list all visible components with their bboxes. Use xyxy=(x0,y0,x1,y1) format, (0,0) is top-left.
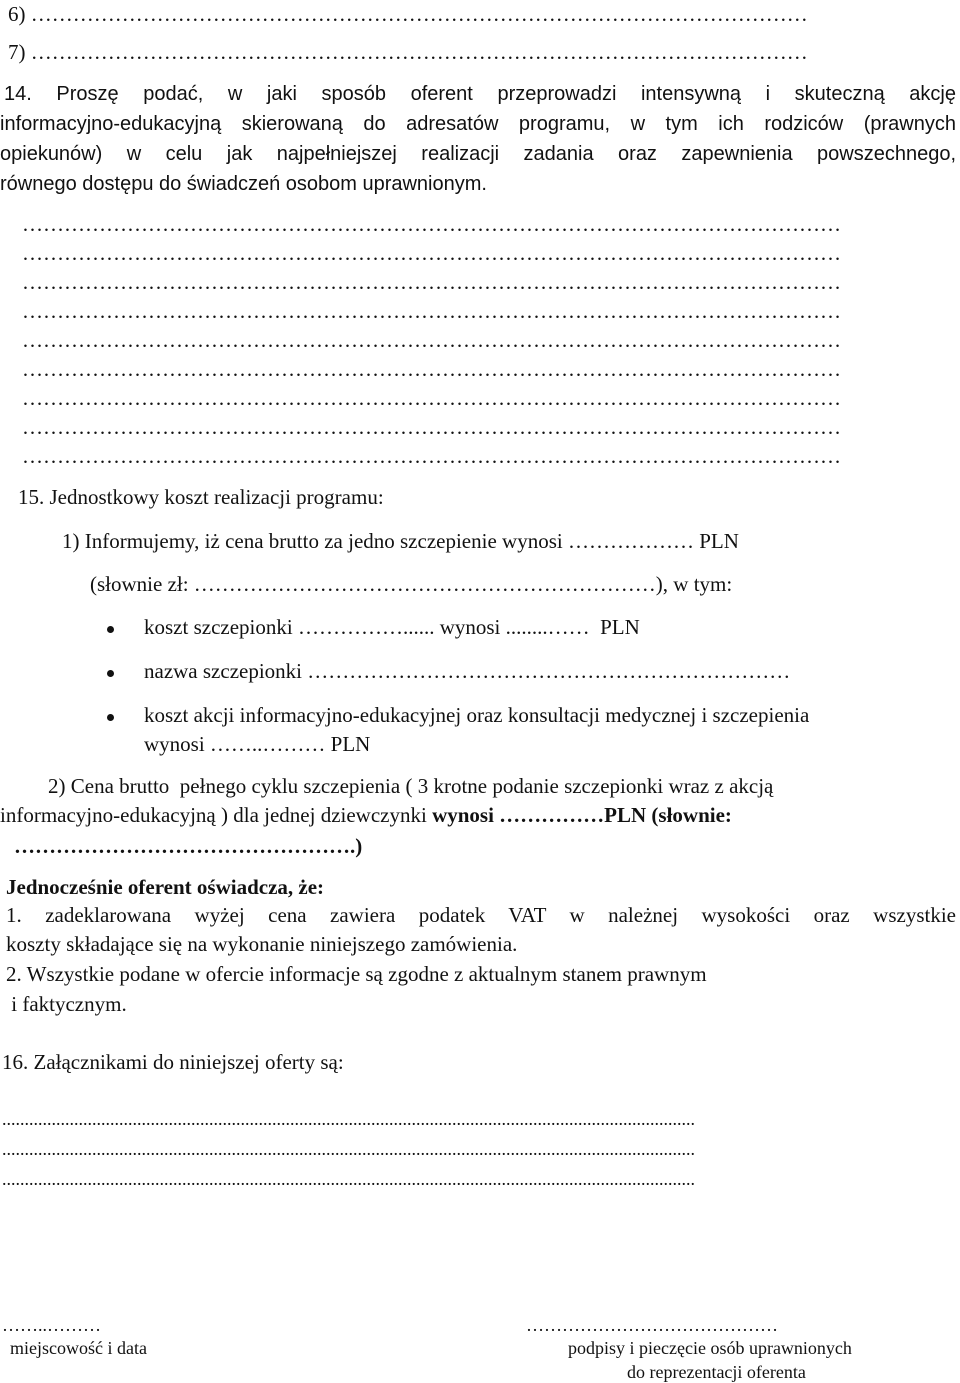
q14-answer-line[interactable]: ……………………………………………………………………………………………………… xyxy=(22,212,841,236)
q14-answer-line[interactable]: ……………………………………………………………………………………………………… xyxy=(22,444,841,468)
q14-answer-line[interactable]: ……………………………………………………………………………………………………… xyxy=(22,357,841,381)
place-date-label: miejscowość i data xyxy=(10,1338,147,1358)
q15-item-2-line-2 xyxy=(0,805,732,826)
q14-answer-line[interactable]: ……………………………………………………………………………………………………… xyxy=(22,241,841,265)
q15-bullet-vaccine-name: nazwa szczepionki …………………………………………………………… xyxy=(144,659,791,683)
declaration-point-1-line-2: koszty składające się na wykonanie niniejszego zamówienia. xyxy=(6,932,518,956)
q15-bullet-vaccine-cost: koszt szczepionki ……………...... wynosi ........…… PLN xyxy=(144,615,640,639)
declaration-point-1-line-1: 1. zadeklarowana wyżej cena zawiera podatek VAT w należnej wysokości oraz wszystkie xyxy=(6,903,956,927)
bullet-icon xyxy=(107,626,114,633)
q15-slownie: (słownie zł: …………………………………………………………), w tym: xyxy=(90,572,733,596)
signature-dots[interactable]: …………………………………… xyxy=(526,1315,778,1335)
signature-label-2: do reprezentacji oferenta xyxy=(627,1362,806,1382)
bullet-icon xyxy=(107,670,114,677)
q14-answer-line[interactable]: ……………………………………………………………………………………………………… xyxy=(22,270,841,294)
bullet-icon xyxy=(107,714,114,721)
q16-title: 16. Załącznikami do niniejszej oferty są: xyxy=(2,1050,344,1074)
declaration-title: Jednocześnie oferent oświadcza, że: xyxy=(6,875,325,899)
q15-item-1: 1) Informujemy, iż cena brutto za jedno szczepienie wynosi ……………… PLN xyxy=(62,529,739,553)
item-7-line: 7) ………………………………………………………………………………………………… xyxy=(8,40,808,64)
q15-bullet-campaign-cost-cont: wynosi ……..……… PLN xyxy=(144,732,371,756)
q15-item-2-price: wynosi ……………PLN (słownie: xyxy=(432,803,732,827)
q14-line-2: informacyjno-edukacyjną skierowaną do adresatów programu, w tym ich rodziców (prawnych xyxy=(0,113,956,135)
q14-answer-line[interactable]: ……………………………………………………………………………………………………… xyxy=(22,386,841,410)
signature-label-1: podpisy i pieczęcie osób uprawnionych xyxy=(568,1338,852,1358)
place-date-dots[interactable]: ……..……… xyxy=(2,1315,101,1335)
declaration-point-2-line-1: 2. Wszystkie podane w ofercie informacje są zgodne z aktualnym stanem prawnym xyxy=(6,962,707,986)
q14-answer-line[interactable]: ……………………………………………………………………………………………………… xyxy=(22,415,841,439)
q15-bullet-campaign-cost: koszt akcji informacyjno-edukacyjnej oraz konsultacji medycznej i szczepienia xyxy=(144,703,810,727)
q14-line-4: równego dostępu do świadczeń osobom uprawnionym. xyxy=(0,173,487,195)
q15-item-2-line-3: ………………………………………….) xyxy=(14,834,363,858)
q15-title: 15. Jednostkowy koszt realizacji programu: xyxy=(18,485,384,509)
q16-answer-line[interactable]: .......................................................................................................................................................... xyxy=(2,1139,695,1159)
item-6-line: 6) ………………………………………………………………………………………………… xyxy=(8,2,808,26)
q14-line-3: opiekunów) w celu jak najpełniejszej realizacji zadania oraz zapewnienia powszechnego, xyxy=(0,143,956,165)
q14-answer-line[interactable]: ……………………………………………………………………………………………………… xyxy=(22,299,841,323)
q15-item-2-text: informacyjno-edukacyjną ) dla jednej dziewczynki xyxy=(0,803,433,827)
q14-answer-line[interactable]: ……………………………………………………………………………………………………… xyxy=(22,328,841,352)
declaration-point-2-line-2: i faktycznym. xyxy=(6,992,127,1016)
q15-item-2-line-1: 2) Cena brutto pełnego cyklu szczepienia ( 3 krotne podanie szczepionki wraz z akcją xyxy=(48,774,774,798)
q14-line-1: 14. Proszę podać, w jaki sposób oferent przeprowadzi intensywną i skuteczną akcję xyxy=(4,83,956,105)
q16-answer-line[interactable]: .......................................................................................................................................................... xyxy=(2,1169,695,1189)
q16-answer-line[interactable]: .......................................................................................................................................................... xyxy=(2,1109,695,1129)
